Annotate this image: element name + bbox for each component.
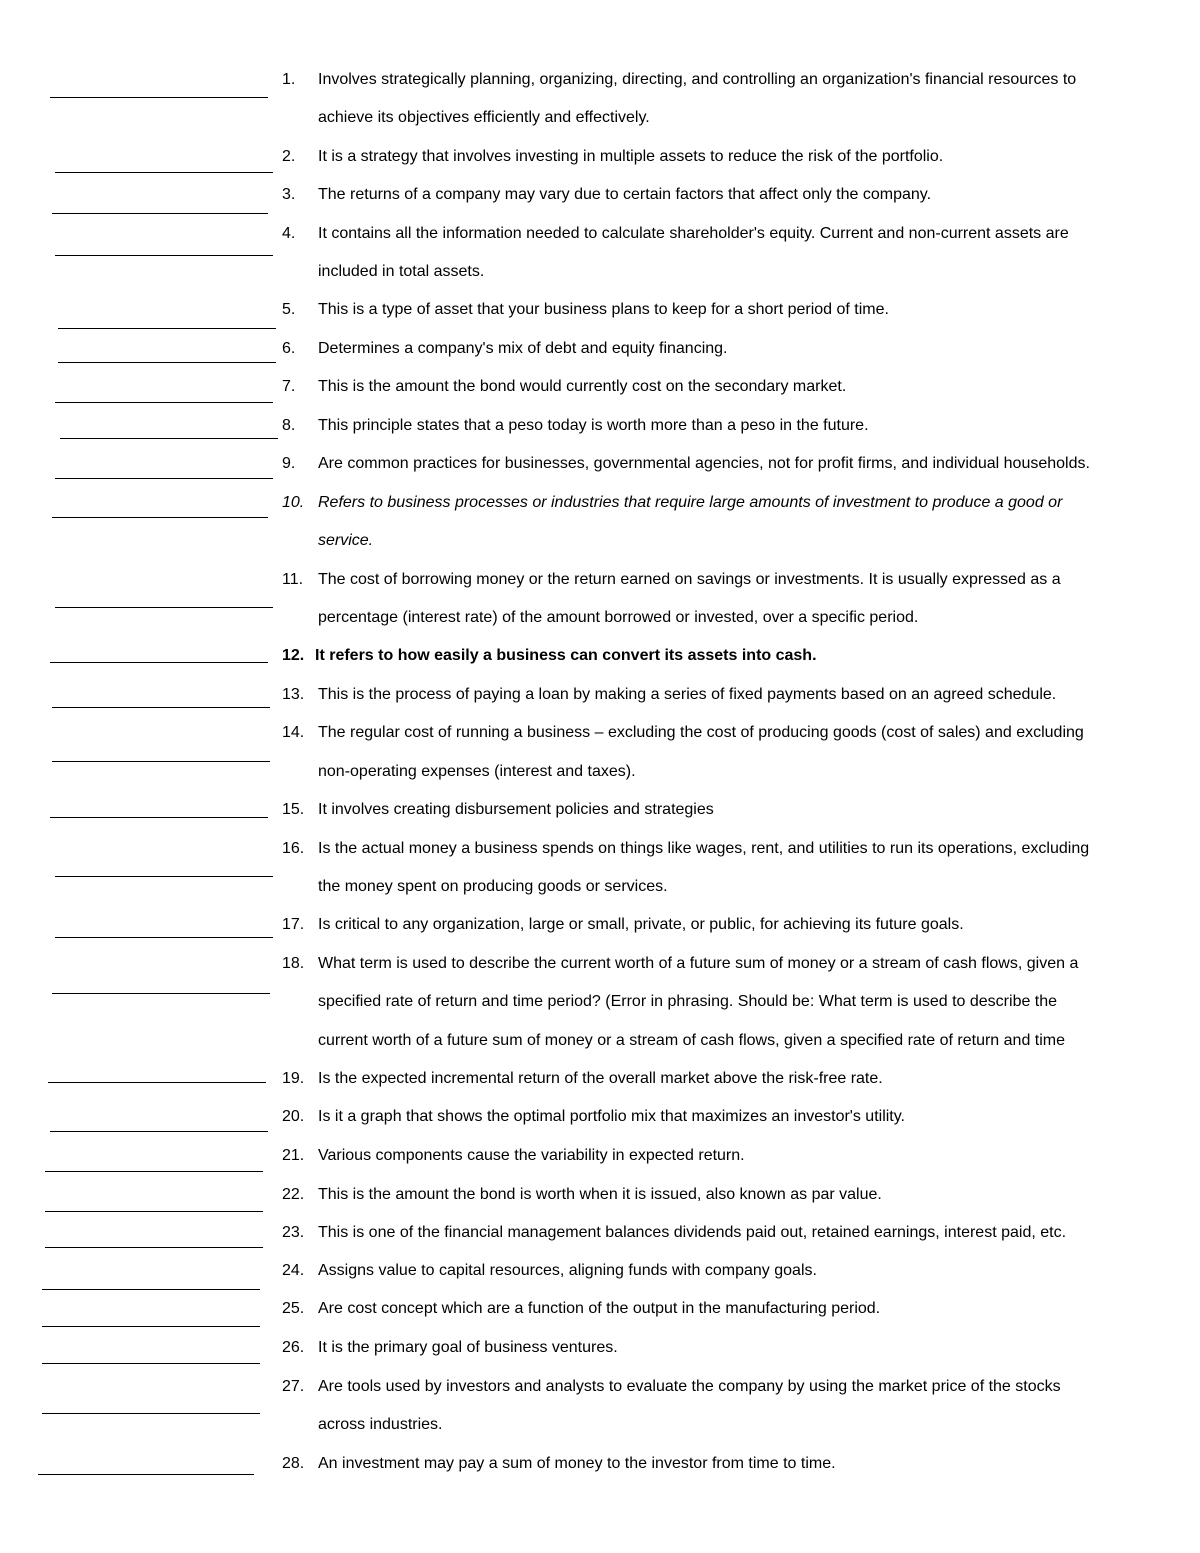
question-number: 10. [282, 494, 305, 511]
question-28 [282, 1454, 1142, 1474]
answer-blank-25[interactable] [42, 1326, 260, 1327]
answer-blank-11[interactable] [55, 607, 273, 608]
answer-blank-1[interactable] [50, 97, 268, 98]
question-number: 2. [282, 148, 296, 165]
question-text: The returns of a company may vary due to certain factors that affect only the company. [318, 186, 932, 203]
answer-blank-17[interactable] [55, 937, 273, 938]
question-11-continued: percentage (interest rate) of the amount borrowed or invested, over a specific period. [318, 609, 919, 626]
question-3 [282, 185, 1142, 205]
question-number: 12. [282, 647, 305, 664]
question-number: 16. [282, 840, 305, 857]
question-number: 4. [282, 225, 296, 242]
question-number: 23. [282, 1224, 305, 1241]
answer-blank-26[interactable] [42, 1363, 260, 1364]
answer-blank-7[interactable] [55, 402, 273, 403]
question-text: Are cost concept which are a function of the output in the manufacturing period. [318, 1300, 881, 1317]
question-21 [282, 1146, 1142, 1166]
answer-blank-21[interactable] [45, 1171, 263, 1172]
question-text: This is one of the financial management balances dividends paid out, retained earnings, interest paid, etc. [318, 1224, 1067, 1241]
question-27-continued: across industries. [318, 1416, 443, 1433]
question-text: An investment may pay a sum of money to the investor from time to time. [318, 1455, 836, 1472]
question-13 [282, 685, 1142, 705]
question-text: Are tools used by investors and analysts to evaluate the company by using the market price of the stocks [318, 1378, 1061, 1395]
question-text: It is a strategy that involves investing in multiple assets to reduce the risk of the portfolio. [318, 148, 944, 165]
question-text: Assigns value to capital resources, aligning funds with company goals. [318, 1262, 817, 1279]
question-number: 27. [282, 1378, 305, 1395]
question-number: 17. [282, 916, 305, 933]
question-22 [282, 1185, 1142, 1205]
question-text: This is the process of paying a loan by making a series of fixed payments based on an agreed schedule. [318, 686, 1057, 703]
question-text: Is the expected incremental return of the overall market above the risk-free rate. [318, 1070, 883, 1087]
question-text: Is critical to any organization, large or small, private, or public, for achieving its future goals. [318, 916, 964, 933]
question-2 [282, 147, 1142, 167]
question-number: 21. [282, 1147, 305, 1164]
question-1 [282, 70, 1142, 90]
question-number: 6. [282, 340, 296, 357]
question-text: It refers to how easily a business can convert its assets into cash. [315, 647, 817, 664]
question-14-continued: non-operating expenses (interest and taxes). [318, 763, 636, 780]
question-text: It is the primary goal of business ventures. [318, 1339, 618, 1356]
answer-blank-24[interactable] [42, 1289, 260, 1290]
question-text: This is the amount the bond is worth when it is issued, also known as par value. [318, 1186, 882, 1203]
question-24 [282, 1261, 1142, 1281]
answer-blank-23[interactable] [45, 1247, 263, 1248]
question-number: 26. [282, 1339, 305, 1356]
question-25 [282, 1299, 1142, 1319]
answer-blank-19[interactable] [48, 1082, 266, 1083]
question-text: It contains all the information needed to calculate shareholder's equity. Current and non-current assets are [318, 225, 1069, 242]
question-8 [282, 416, 1142, 436]
answer-blank-12[interactable] [50, 662, 268, 663]
question-text: This principle states that a peso today is worth more than a peso in the future. [318, 417, 869, 434]
question-number: 24. [282, 1262, 305, 1279]
question-15 [282, 800, 1142, 820]
question-18 [282, 954, 1142, 974]
answer-blank-22[interactable] [45, 1211, 263, 1212]
question-20 [282, 1107, 1142, 1127]
question-text: This is a type of asset that your business plans to keep for a short period of time. [318, 301, 889, 318]
question-number: 14. [282, 724, 305, 741]
question-10 [282, 493, 1142, 513]
answer-blank-15[interactable] [50, 817, 268, 818]
question-number: 15. [282, 801, 305, 818]
question-5 [282, 300, 1142, 320]
answer-blank-8[interactable] [60, 438, 278, 439]
question-number: 3. [282, 186, 296, 203]
question-27 [282, 1377, 1142, 1397]
question-text: Refers to business processes or industries that require large amounts of investment to produce a good or [318, 494, 1063, 511]
answer-blank-6[interactable] [58, 362, 276, 363]
question-23 [282, 1223, 1142, 1243]
answer-blank-18[interactable] [52, 993, 270, 994]
question-number: 5. [282, 301, 296, 318]
question-4-continued: included in total assets. [318, 263, 485, 280]
question-number: 11. [282, 571, 304, 588]
question-text: Are common practices for businesses, governmental agencies, not for profit firms, and individual households. [318, 455, 1090, 472]
answer-blank-16[interactable] [55, 876, 273, 877]
answer-blank-13[interactable] [52, 707, 270, 708]
answer-blank-5[interactable] [58, 328, 276, 329]
question-text: Determines a company's mix of debt and equity financing. [318, 340, 728, 357]
question-12 [282, 646, 1142, 666]
question-1-continued: achieve its objectives efficiently and effectively. [318, 109, 650, 126]
answer-blank-3[interactable] [52, 213, 268, 214]
answer-blank-2[interactable] [55, 172, 273, 173]
question-text: Various components cause the variability in expected return. [318, 1147, 745, 1164]
question-text: The cost of borrowing money or the return earned on savings or investments. It is usually expressed as a [318, 571, 1061, 588]
question-text: What term is used to describe the current worth of a future sum of money or a stream of cash flows, given a [318, 955, 1079, 972]
question-number: 20. [282, 1108, 305, 1125]
question-18-continued: specified rate of return and time period? (Error in phrasing. Should be: What term is used to describe the [318, 993, 1058, 1010]
question-text: Is it a graph that shows the optimal portfolio mix that maximizes an investor's utility. [318, 1108, 905, 1125]
question-text: The regular cost of running a business – excluding the cost of producing goods (cost of sales) and excluding [318, 724, 1084, 741]
question-26 [282, 1338, 1142, 1358]
question-number: 19. [282, 1070, 305, 1087]
question-9 [282, 454, 1142, 474]
question-19 [282, 1069, 1142, 1089]
answer-blank-9[interactable] [55, 478, 273, 479]
answer-blank-28[interactable] [38, 1474, 254, 1475]
question-18-continued-2: current worth of a future sum of money or a stream of cash flows, given a specified rate of return and time [318, 1032, 1066, 1049]
answer-blank-10[interactable] [52, 517, 268, 518]
question-text: Is the actual money a business spends on things like wages, rent, and utilities to run its operations, excluding [318, 840, 1090, 857]
question-number: 8. [282, 417, 296, 434]
question-16 [282, 839, 1142, 859]
question-6 [282, 339, 1142, 359]
answer-blank-14[interactable] [52, 761, 270, 762]
answer-blank-4[interactable] [55, 255, 273, 256]
question-text: It involves creating disbursement policies and strategies [318, 801, 714, 818]
question-number: 7. [282, 378, 296, 395]
question-17 [282, 915, 1142, 935]
question-number: 18. [282, 955, 305, 972]
question-11 [282, 570, 1142, 590]
answer-blank-20[interactable] [50, 1131, 268, 1132]
question-7 [282, 377, 1142, 397]
question-number: 28. [282, 1455, 305, 1472]
question-4 [282, 224, 1142, 244]
question-number: 13. [282, 686, 305, 703]
question-number: 25. [282, 1300, 305, 1317]
question-10-continued: service. [318, 532, 374, 549]
question-number: 9. [282, 455, 296, 472]
question-number: 22. [282, 1186, 305, 1203]
answer-blank-27[interactable] [42, 1413, 260, 1414]
question-14 [282, 723, 1142, 743]
question-number: 1. [282, 71, 296, 88]
question-16-continued: the money spent on producing goods or services. [318, 878, 668, 895]
question-text: Involves strategically planning, organizing, directing, and controlling an organization's financial resources to [318, 71, 1077, 88]
question-text: This is the amount the bond would currently cost on the secondary market. [318, 378, 847, 395]
